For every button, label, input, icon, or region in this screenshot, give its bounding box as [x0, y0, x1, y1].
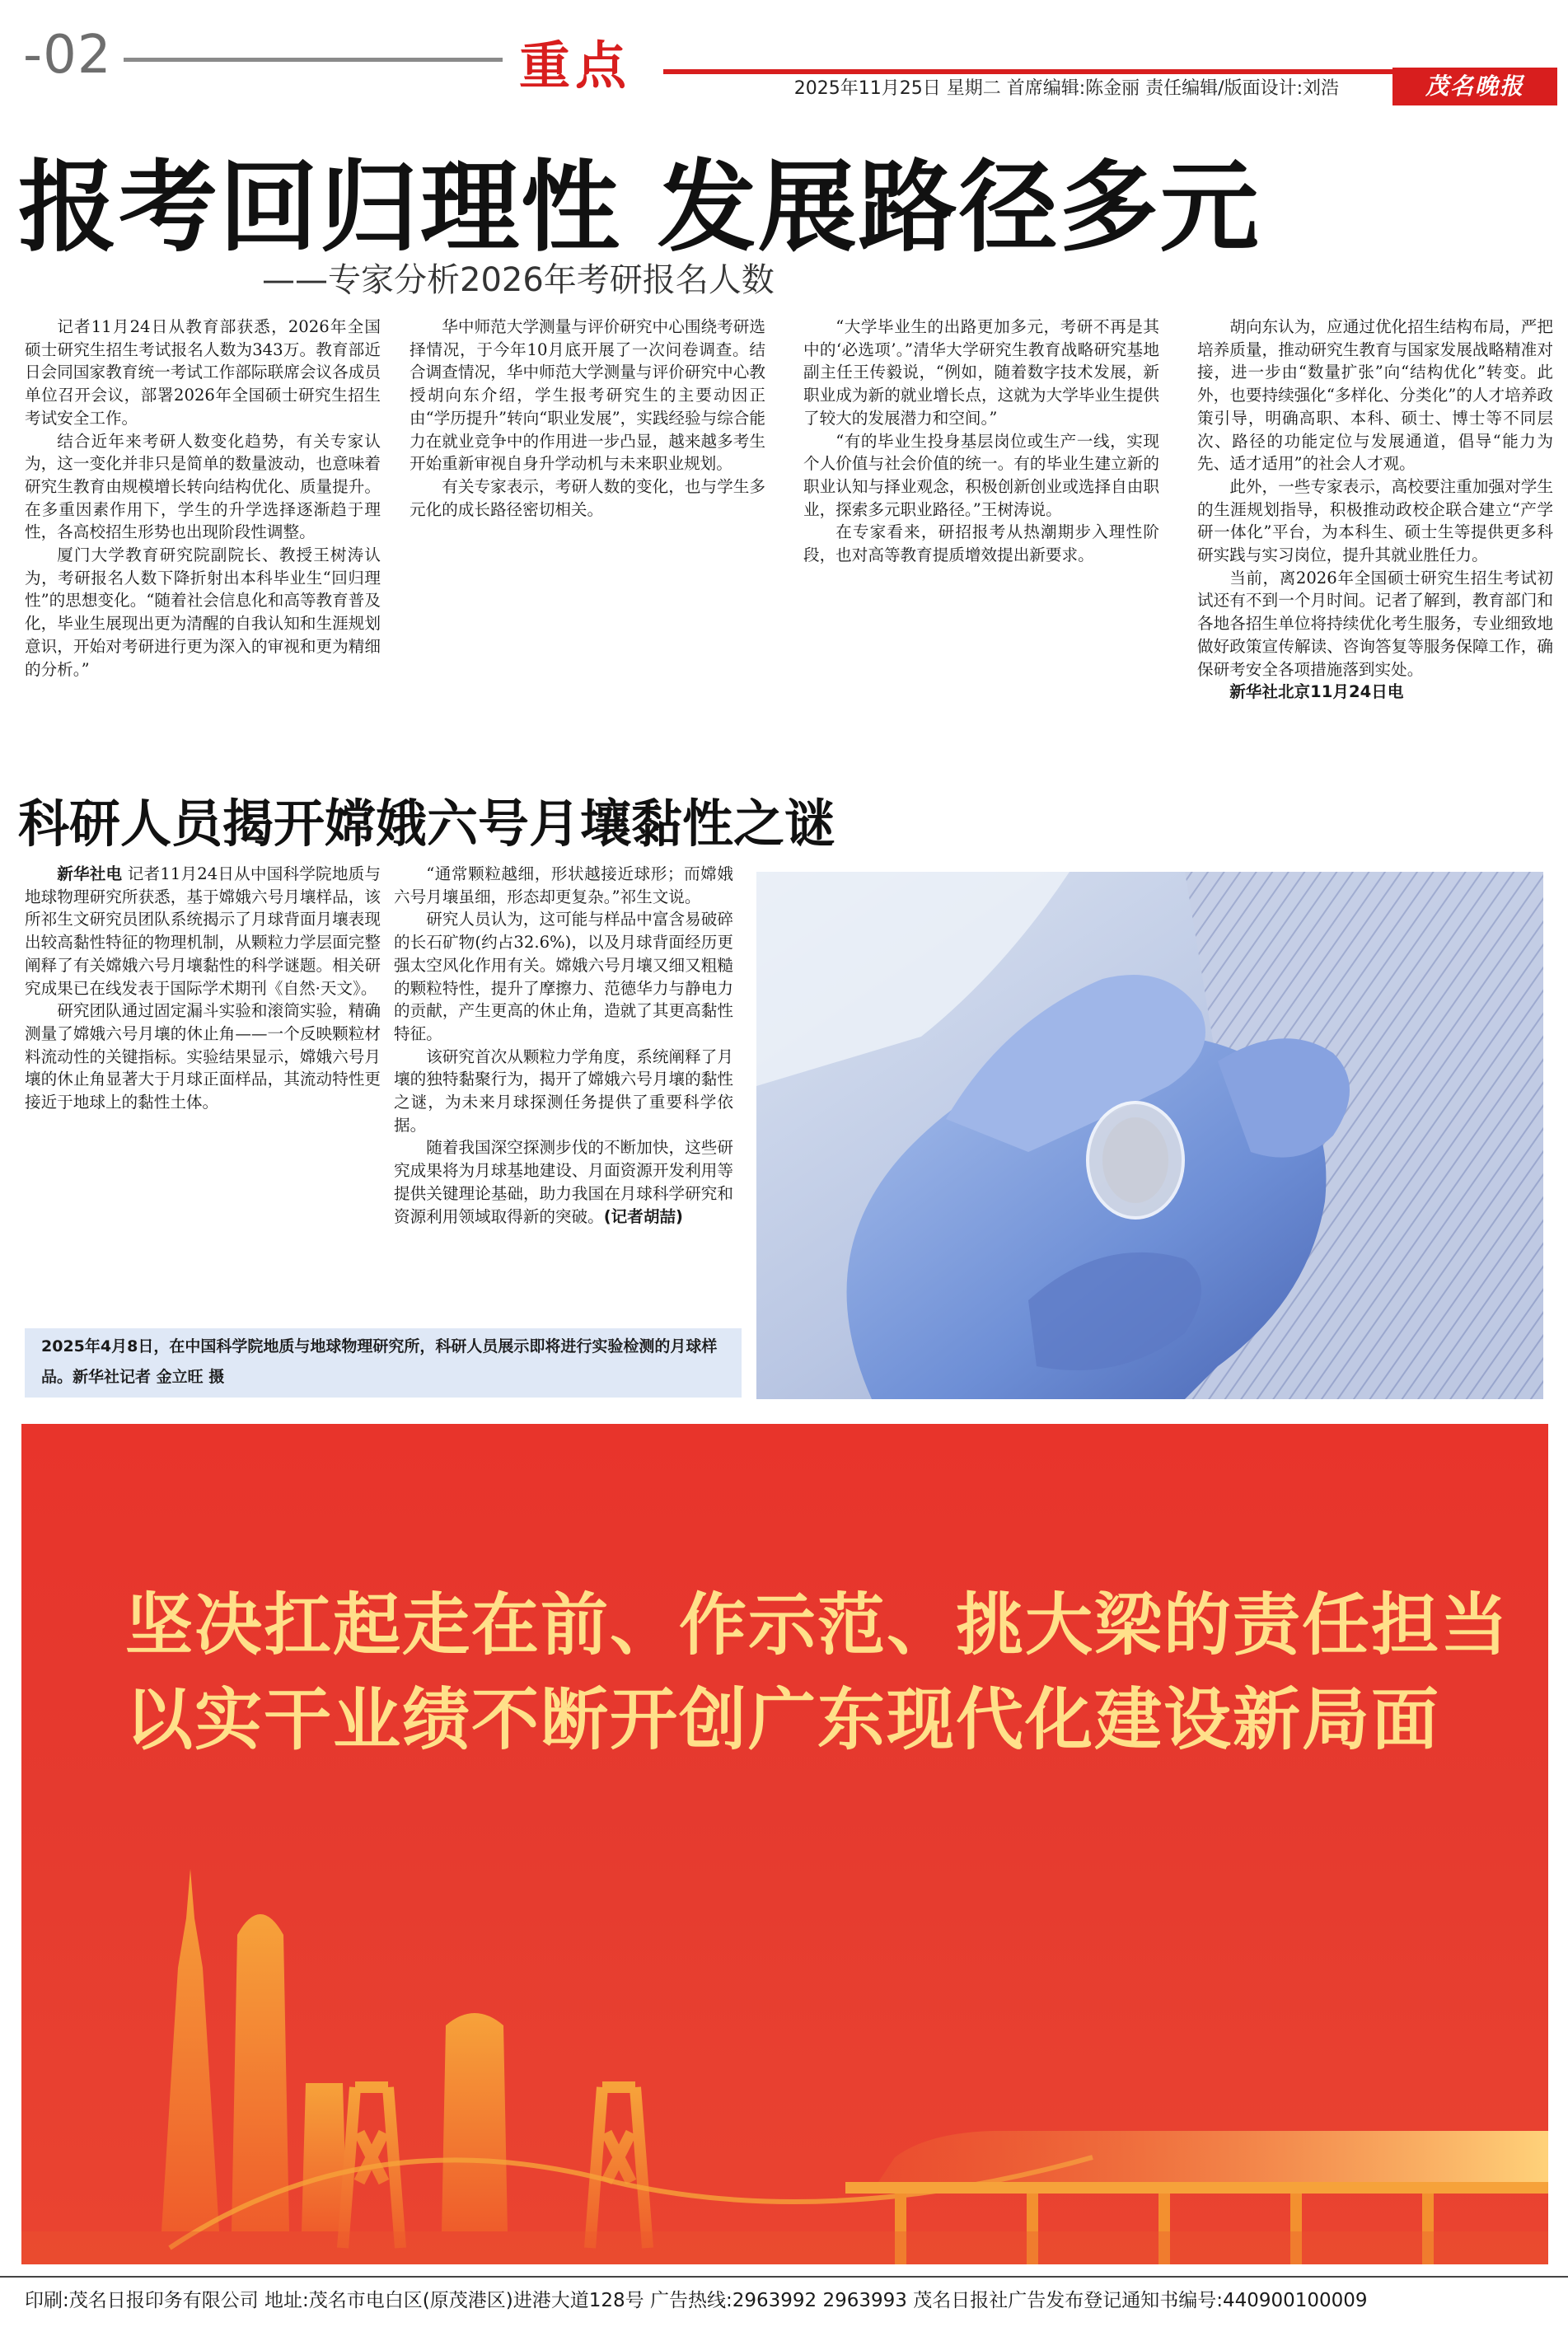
slogan-line-1: 坚决扛起走在前、作示范、挑大梁的责任担当 — [125, 1586, 1510, 1664]
article2-paragraph: 记者11月24日从中国科学院地质与地球物理研究所获悉，基于嫦娥六号月壤样品，该所祁生文研究员团队系统揭示了月球背面月壤表现出较高黏性特征的物理机制，从颗粒力学层面完整阐释了有关嫦娥六号月壤黏性的科学谜题。相关研究成果已在线发表于国际学术期刊《自然·天文》。 — [25, 864, 381, 998]
section-tag: 重点 — [519, 31, 631, 101]
article1-paragraph: 华中师范大学测量与评价研究中心围绕考研选择情况，于今年10月底开展了一次问卷调查。结合调查情况，华中师范大学测量与评价研究中心教授胡向东介绍，学生报考研究生的主要动因正由“学历提升”转向“职业发展”，实践经验与综合能力在就业竞争中的作用进一步凸显，越来越多考生开始重新审视自身升学动机与未来职业规划。 — [410, 317, 765, 474]
article1-headline: 报考回归理性 发展路径多元 — [18, 151, 1261, 265]
page-number: -02 — [23, 25, 112, 86]
slogan-line-2: 以实干业绩不断开创广东现代化建设新局面 — [125, 1681, 1441, 1759]
article1-subheadline: ——专家分析2026年考研报名人数 — [262, 261, 775, 299]
imprint-footer: 印刷:茂名日报印务有限公司 地址:茂名市电白区(原茂港区)进港大道128号 广告热线:2963992 2963993 茂名日报社广告发布登记通知书编号:440900100009 — [25, 2290, 1368, 2311]
article2-column-2 — [394, 863, 733, 1228]
footer-rule — [0, 2276, 1568, 2278]
article1-column-1 — [25, 316, 381, 681]
article1-column-4 — [1197, 316, 1553, 704]
article1-paragraph: 胡向东认为，应通过优化招生结构布局，严把培养质量，推动研究生教育与国家发展战略精准对接，进一步由“数量扩张”向“结构优化”转变。此外，也要持续强化“多样化、分类化”的人才培养政策引导，明确高职、本科、硕士、博士等不同层次、路径的功能定位与发展通道，倡导“能力为先、适才适用”的社会人才观。 — [1197, 317, 1553, 474]
article1-column-3 — [803, 316, 1159, 567]
article1-byline: 新华社北京11月24日电 — [1229, 682, 1404, 702]
article1-paragraph: 厦门大学教育研究院副院长、教授王树涛认为，考研报名人数下降折射出本科毕业生“回归理性”的思想变化。“随着社会信息化和高等教育普及化，毕业生展现出更为清醒的自我认知和生涯规划意识，开始对考研进行更为深入的审视和更为精细的分析。” — [25, 545, 381, 679]
article1-paragraph: 有关专家表示，考研人数的变化，也与学生多元化的成长路径密切相关。 — [410, 476, 765, 519]
article2-paragraph: 研究人员认为，这可能与样品中富含易破碎的长石矿物(约占32.6%)，以及月球背面经历更强太空风化作用有关。嫦娥六号月壤又细又粗糙的颗粒特性，提升了摩擦力、范德华力与静电力的贡献，产生更高的休止角，造就了其更高黏性特征。 — [394, 910, 733, 1043]
article1-paragraph: 当前，离2026年全国硕士研究生招生考试初试还有不到一个月时间。记者了解到，教育部门和各地各招生单位将持续优化考生服务，专业细致地做好政策宣传解读、咨询答复等服务保障工作，确保研考安全各项措施落到实处。 — [1197, 568, 1553, 679]
city-skyline-illustration — [21, 1770, 1548, 2264]
article1-paragraph: 此外，一些专家表示，高校要注重加强对学生的生涯规划指导，积极推动政校企联合建立“产学研一体化”平台，为本科生、硕士生等提供更多科研实践与实习岗位，提升其就业胜任力。 — [1197, 476, 1553, 565]
article1-paragraph: “大学毕业生的出路更加多元，考研不再是其中的‘必选项’。”清华大学研究生教育战略研究基地副主任王传毅说，“例如，随着数字技术发展，新职业成为新的就业增长点，这就为大学毕业生提供了较大的发展潜力和空间。” — [803, 317, 1159, 428]
article2-column-1 — [25, 863, 381, 1114]
article1-paragraph: 在专家看来，研招报考从热潮期步入理性阶段，也对高等教育提质增效提出新要求。 — [803, 522, 1159, 565]
header-rule-left — [124, 58, 503, 62]
newspaper-logo: 茂名晚报 — [1392, 68, 1557, 105]
slogan-banner — [21, 1424, 1548, 2264]
article2-paragraph: “通常颗粒越细，形状越接近球形；而嫦娥六号月壤虽细，形态却更复杂。”祁生文说。 — [394, 864, 733, 906]
lunar-sample-photo — [756, 872, 1543, 1399]
article2-headline: 科研人员揭开嫦娥六号月壤黏性之谜 — [18, 794, 836, 854]
article1-paragraph: 记者11月24日从教育部获悉，2026年全国硕士研究生招生考试报名人数为343万。教育部近日会同国家教育统一考试工作部际联席会议各成员单位召开会议，部署2026年全国硕士研究生招生考试安全工作。 — [25, 317, 381, 428]
article2-paragraph: 研究团队通过固定漏斗实验和滚筒实验，精确测量了嫦娥六号月壤的休止角——一个反映颗粒材料流动性的关键指标。实验结果显示，嫦娥六号月壤的休止角显著大于月球正面样品，其流动特性更接近于地球上的黏性土体。 — [25, 1001, 381, 1112]
photo-caption: 2025年4月8日，在中国科学院地质与地球物理研究所，科研人员展示即将进行实验检测的月球样品。新华社记者 金立旺 摄 — [41, 1337, 718, 1386]
article2-paragraph: 随着我国深空探测步伐的不断加快，这些研究成果将为月球基地建设、月面资源开发利用等提供关键理论基础，助力我国在月球科学研究和资源利用领域取得新的突破。 — [394, 1138, 733, 1226]
article2-paragraph: 该研究首次从颗粒力学角度，系统阐释了月壤的独特黏聚行为，揭开了嫦娥六号月壤的黏性之谜，为未来月球探测任务提供了重要科学依据。 — [394, 1046, 733, 1135]
article1-column-2 — [410, 316, 765, 521]
article2-dateline: 新华社电 — [57, 864, 123, 883]
article1-paragraph: “有的毕业生投身基层岗位或生产一线，实现个人价值与社会价值的统一。有的毕业生建立新的职业认知与择业观念，积极创新创业或选择自由职业，探索多元职业路径。”王树涛说。 — [803, 431, 1159, 519]
header-meta: 2025年11月25日 星期二 首席编辑:陈金丽 责任编辑/版面设计:刘浩 — [793, 78, 1339, 99]
article1-paragraph: 结合近年来考研人数变化趋势，有关专家认为，这一变化并非只是简单的数量波动，也意味着研究生教育由规模增长转向结构优化、质量提升。在多重因素作用下，学生的升学选择逐渐趋于理性，各高校招生形势也出现阶段性调整。 — [25, 431, 381, 542]
article2-byline: (记者胡喆) — [603, 1206, 684, 1226]
